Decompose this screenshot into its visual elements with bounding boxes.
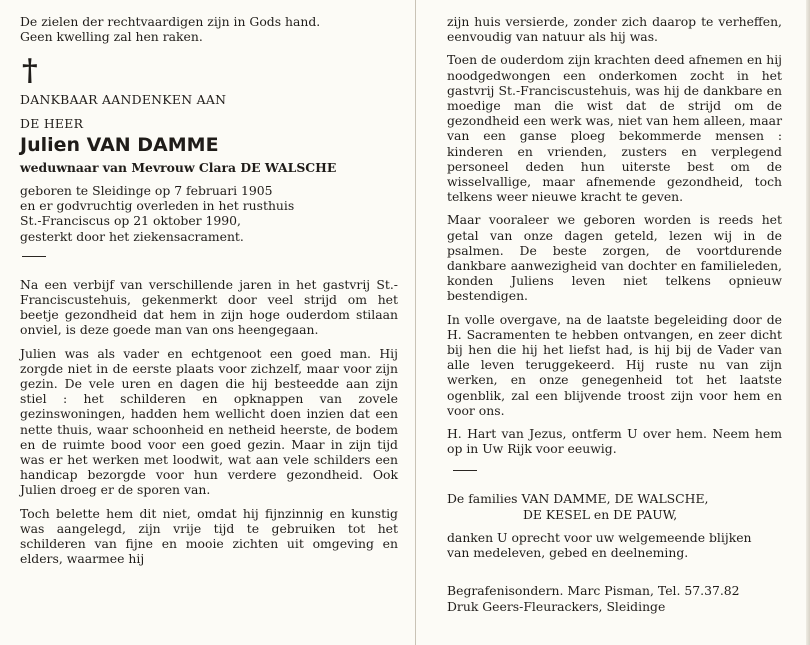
- widower-line: weduwnaar van Mevrouw Clara DE WALSCHE: [20, 159, 337, 175]
- undertaker-line: Begrafenisondern. Marc Pisman, Tel. 57.37.82: [447, 583, 740, 599]
- verse-line-1: De zielen der rechtvaardigen zijn in Gods hand.: [20, 14, 321, 29]
- right-paragraph-5: H. Hart van Jezus, ontferm U over hem. Neem hem op in Uw Rijk voor eeuwig.: [447, 426, 782, 457]
- deceased-name: Julien VAN DAMME: [20, 133, 219, 156]
- left-page: [20, 14, 398, 566]
- birth-death-line-2: en er godvruchtig overleden in het rusthuis: [20, 198, 295, 214]
- thanks-line-2: van medeleven, gebed en deelneming.: [447, 545, 689, 561]
- left-paragraph-1: Na een verbijf van verschillende jaren in het gastvrij St.-Franciscustehuis, gekenmerkt door veel strijd om het beetje gezondheid dat hem in zijn hoge ouderdom stilaan onviel, is deze goede man van ons heengegaan.: [20, 276, 398, 338]
- printer-line: Druk Geers-Fleurackers, Sleidinge: [447, 598, 666, 614]
- families-line-1: De families VAN DAMME, DE WALSCHE,: [447, 491, 709, 507]
- right-paragraph-3: Maar vooraleer we geboren worden is reeds het getal van onze dagen geteld, lezen wij in de psalmen. De beste zorgen, de voortdurende dankbare aanwezigheid van dochter en familieleden, konden Juliens leven niet telkens opnieuw bestendigen.: [447, 212, 782, 304]
- birth-death-line-1: geboren te Sleidinge op 7 februari 1905: [20, 183, 273, 199]
- right-page: [447, 14, 782, 614]
- separator-dash-right: [453, 470, 477, 471]
- paper-edge: [806, 0, 810, 645]
- fold-line: [415, 0, 416, 645]
- right-paragraph-4: In volle overgave, na de laatste begeleiding door de H. Sacramenten te hebben ontvangen, en zeer dicht bij hen die hij het liefst had, is hij bij de Vader van alle leven teruggekeerd. Hij ruste nu van zijn werken, en onze genegenheid tot het laatste ogenblik, zal een blijvende troost zijn voor hem en voor ons.: [447, 311, 782, 418]
- families-line-2: DE KESEL en DE PAUW,: [523, 506, 678, 522]
- thanks-line-1: danken U oprecht voor uw welgemeende blijken: [447, 529, 752, 545]
- left-paragraph-3: Toch belette hem dit niet, omdat hij fijnzinnig en kunstig was aangelegd, zijn vrije tijd te gebruiken tot het schilderen van fijne en mooie zichten uit omgeving en elders, waarmee hij: [20, 505, 398, 567]
- verse-line-2: Geen kwelling zal hen raken.: [20, 29, 203, 45]
- birth-death-line-4: gesterkt door het ziekensacrament.: [20, 228, 244, 244]
- right-paragraph-2: Toen de ouderdom zijn krachten deed afnemen en hij noodgedwongen een onderkomen zocht in het gastvrij St.-Franciscustehuis, was hij de dankbare en moedige man die wist dat de strijd om de gezondheid een werk was, niet van hem alleen, maar van een ganse ploeg bekommerde mensen : kinderen en vrienden, zusters en verplegend personeel deden hun uiterste best om de wisselvallige, maar afnemende gezondheid, toch telkens weer nieuwe kracht te geven.: [447, 52, 782, 205]
- memorial-heading: DANKBAAR AANDENKEN AAN: [20, 92, 227, 108]
- cross-icon: †: [22, 53, 38, 89]
- birth-death-line-3: St.-Franciscus op 21 oktober 1990,: [20, 213, 241, 229]
- separator-dash: [22, 256, 46, 257]
- left-paragraph-2: Julien was als vader en echtgenoot een goed man. Hij zorgde niet in de eerste plaats voor zichzelf, maar voor zijn gezin. De vele uren en dagen die hij besteedde aan zijn stiel : het schilderen en opknappen van zovele gezinswoningen, hadden hem wellicht doen inzien dat een nette thuis, waar schoonheid en netheid heerste, de bodem en de ruimte bood voor een goed gezin. Maar in zijn tijd was er het werken met loodwit, wat aan vele schilders een handicap bezorgde voor hun verdere gezondheid. Ook Julien droeg er de sporen van.: [20, 345, 398, 498]
- right-paragraph-1: zijn huis versierde, zonder zich daarop te verheffen, eenvoudig van natuur als hij was.: [447, 14, 782, 45]
- honorific: DE HEER: [20, 115, 84, 131]
